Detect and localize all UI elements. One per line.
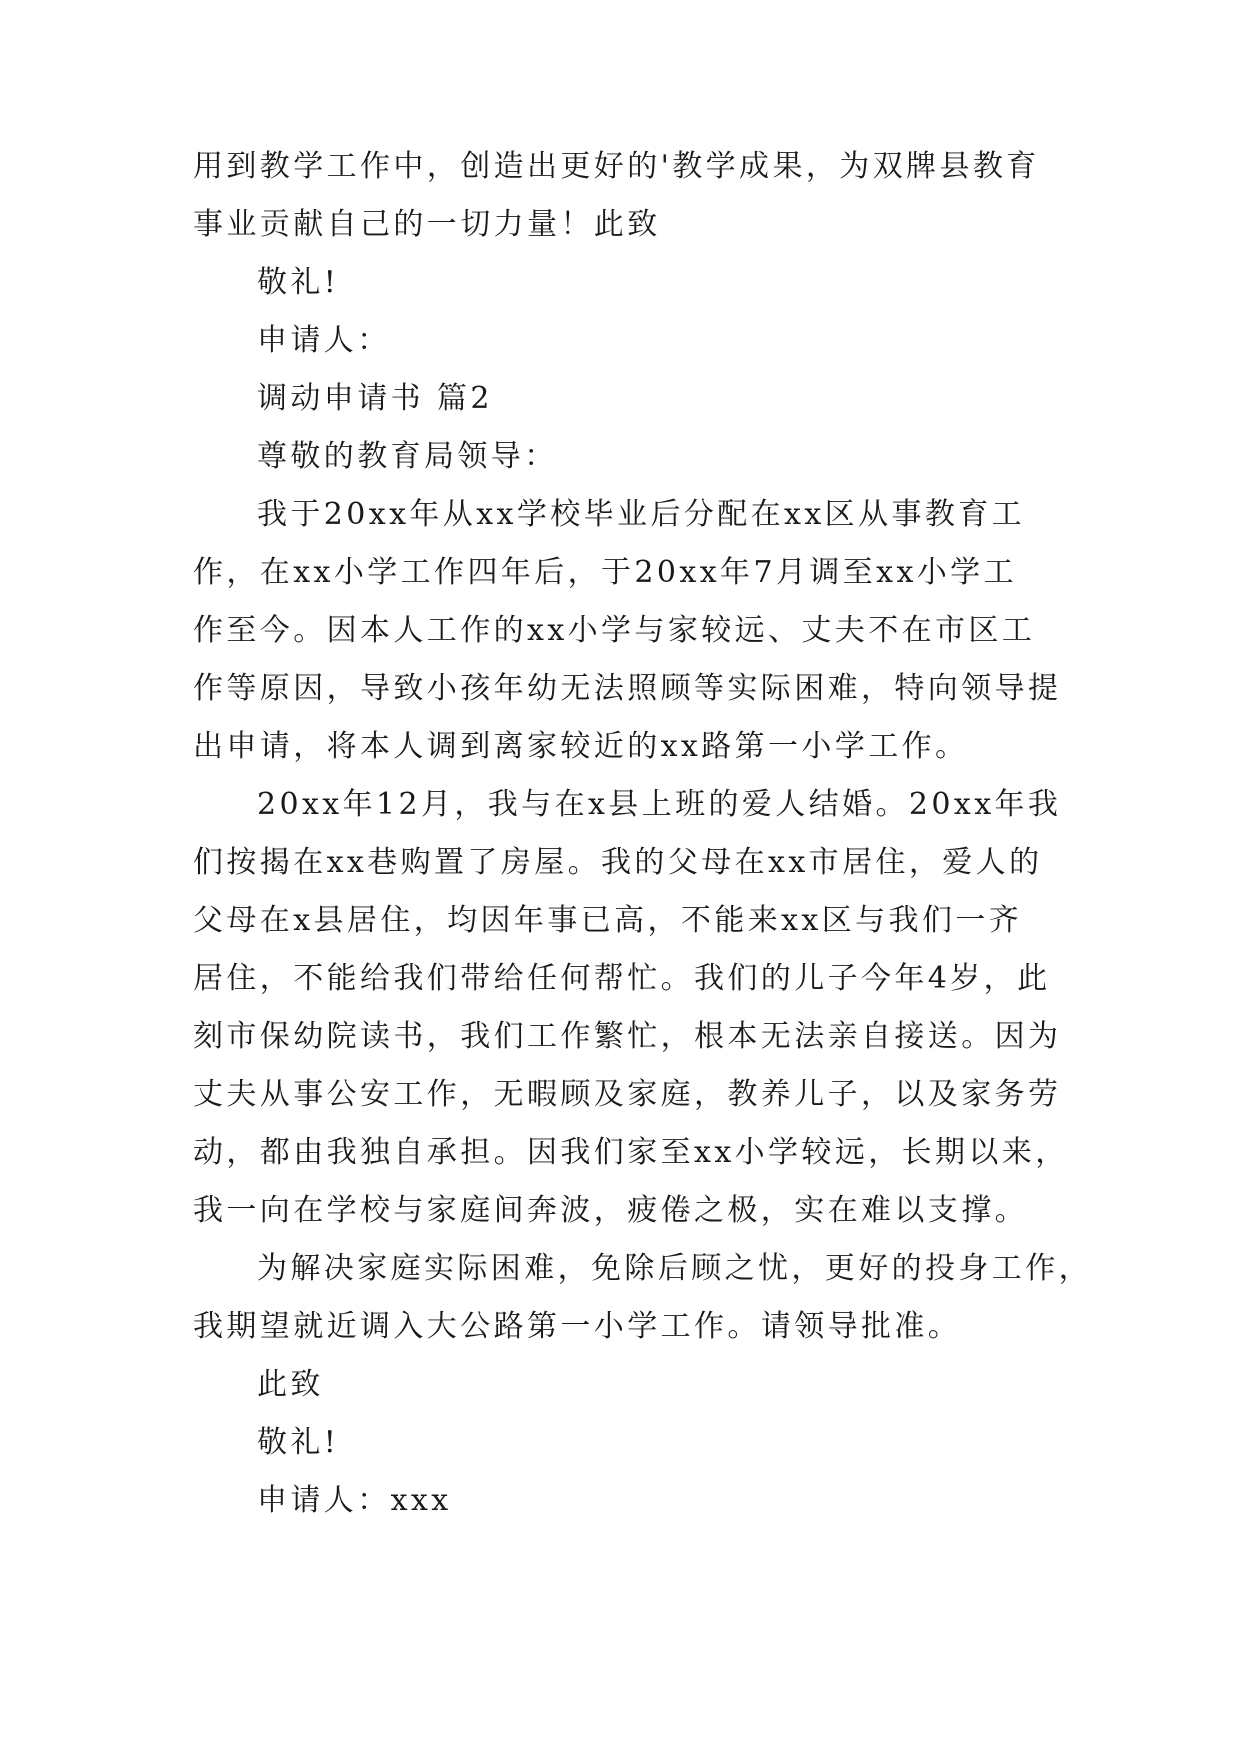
body-line: 居住，不能给我们带给任何帮忙。我们的儿子今年4岁，此 <box>193 961 1051 996</box>
body-line: 父母在x县居住，均因年事已高，不能来xx区与我们一齐 <box>193 903 1023 938</box>
body-line: 们按揭在xx巷购置了房屋。我的父母在xx市居住，爱人的 <box>193 845 1043 880</box>
body-line: 我期望就近调入大公路第一小学工作。请领导批准。 <box>193 1309 962 1344</box>
body-line: 事业贡献自己的一切力量！此致 <box>193 207 661 242</box>
applicant-signature: 申请人：xxx <box>257 1483 452 1518</box>
body-line: 作等原因，导致小孩年幼无法照顾等实际困难，特向领导提 <box>193 671 1062 706</box>
body-line: 出申请，将本人调到离家较近的xx路第一小学工作。 <box>193 729 969 764</box>
closing-salute: 敬礼! <box>257 265 340 300</box>
salutation: 尊敬的教育局领导： <box>257 439 558 474</box>
body-line: 我于20xx年从xx学校毕业后分配在xx区从事教育工 <box>257 497 1026 532</box>
body-line: 作，在xx小学工作四年后，于20xx年7月调至xx小学工 <box>193 555 1017 590</box>
body-line: 作至今。因本人工作的xx小学与家较远、丈夫不在市区工 <box>193 613 1036 648</box>
body-line: 丈夫从事公安工作，无暇顾及家庭，教养儿子，以及家务劳 <box>193 1077 1062 1112</box>
closing-salute: 敬礼! <box>257 1425 340 1460</box>
body-line: 为解决家庭实际困难，免除后顾之忧，更好的投身工作， <box>257 1251 1092 1286</box>
closing-phrase: 此致 <box>257 1367 324 1402</box>
section-heading: 调动申请书 篇2 <box>257 381 493 416</box>
body-line: 20xx年12月，我与在x县上班的爱人结婚。20xx年我 <box>257 787 1062 822</box>
body-line: 用到教学工作中，创造出更好的'教学成果，为双牌县教育 <box>193 149 1040 184</box>
document-body <box>193 138 1092 1530</box>
body-line: 我一向在学校与家庭间奔波，疲倦之极，实在难以支撑。 <box>193 1193 1028 1228</box>
body-line: 动，都由我独自承担。因我们家至xx小学较远，长期以来， <box>193 1135 1069 1170</box>
body-line: 刻市保幼院读书，我们工作繁忙，根本无法亲自接送。因为 <box>193 1019 1062 1054</box>
applicant-signature: 申请人： <box>257 323 391 358</box>
